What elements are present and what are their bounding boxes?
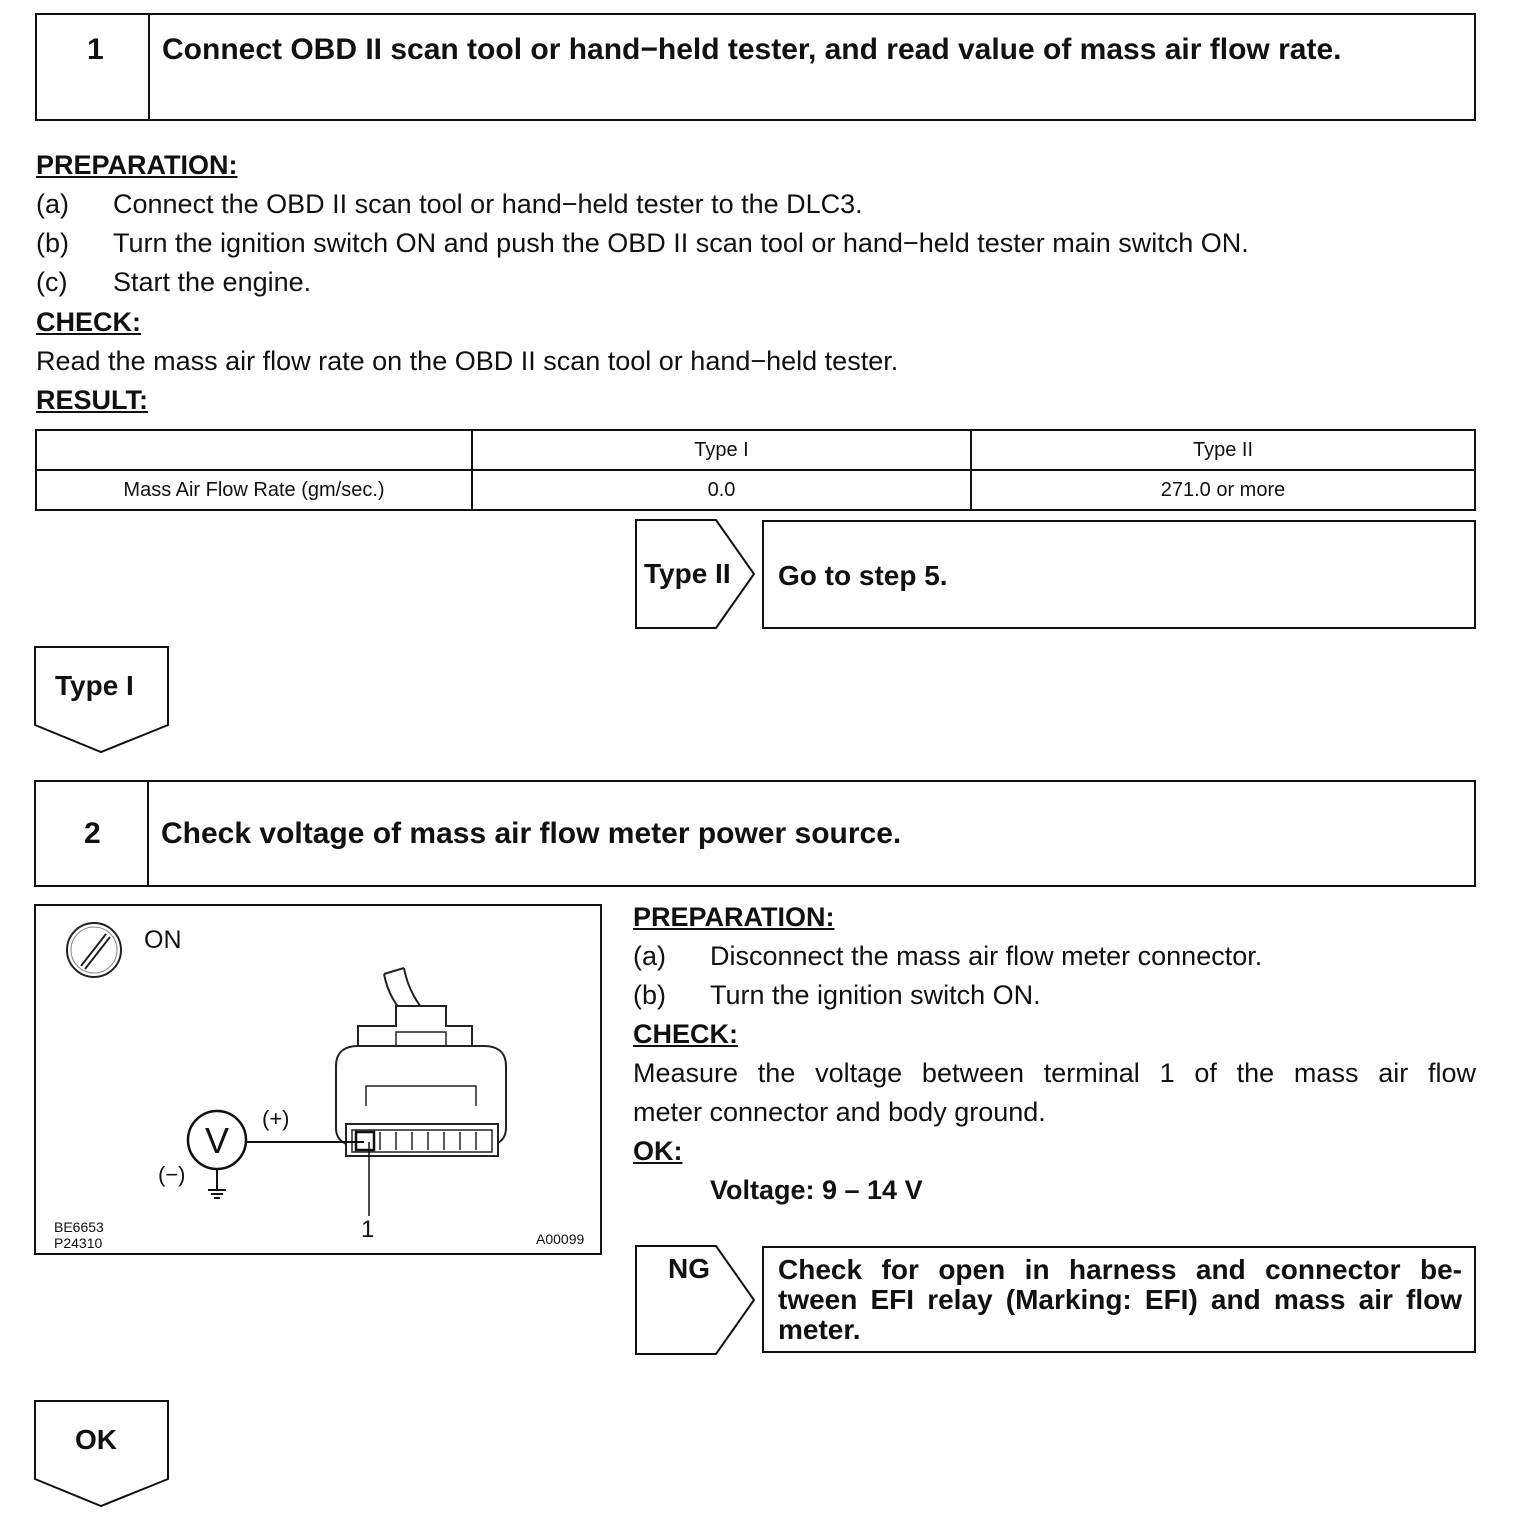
step1-divider [148,15,150,119]
step2-preparation-heading: PREPARATION: [633,902,835,932]
step2-header [34,780,1476,887]
step1-check-heading: CHECK: [36,307,141,337]
code-left-1: BE6653 [54,1219,104,1235]
type2-branch-label: Type II [644,558,731,589]
step2-check-text-2: meter connector and body ground. [633,1097,1046,1127]
plus-label: (+) [262,1106,290,1131]
ok-label: OK [75,1424,117,1455]
step2-title: Check voltage of mass air flow meter power source. [161,817,902,850]
type1-label: Type I [55,670,134,701]
item-text: Turn the ignition switch ON and push the OBD II scan tool or hand−held tester main switch ON. [113,228,1249,258]
connector-body [336,1006,506,1156]
step1-prep-item-c [36,267,311,298]
step1-check-text: Read the mass air flow rate on the OBD II scan tool or hand−held tester. [36,346,899,376]
step1-title: Connect OBD II scan tool or hand−held tester, and read value of mass air flow rate. [162,33,1342,66]
table-cell: Mass Air Flow Rate (gm/sec.) [36,470,472,510]
code-left-2: P24310 [54,1235,103,1251]
table-header-cell: Type I [472,430,971,470]
item-label: (b) [633,980,666,1010]
step2-number: 2 [84,817,101,850]
ignition-key-icon [67,923,121,977]
voltmeter-label: V [204,1120,230,1161]
connector-diagram [34,904,602,1255]
step1-number: 1 [87,33,104,66]
result-table [35,429,1476,511]
ng-branch-label: NG [668,1253,710,1284]
item-label: (c) [36,267,68,297]
code-right: A00099 [536,1231,585,1247]
switch-on-label: ON [144,926,182,954]
ng-branch-text-3: meter. [778,1314,861,1345]
step2-prep-item-a [633,941,1262,972]
step2-check-heading: CHECK: [633,1019,738,1049]
diagram-drawing [36,906,600,1253]
type2-branch-text: Go to step 5. [778,560,948,591]
terminal-label: 1 [361,1216,375,1243]
item-text: Turn the ignition switch ON. [710,980,1041,1010]
item-label: (a) [633,941,666,971]
minus-label: (−) [158,1162,186,1187]
step2-divider [147,782,149,885]
table-cell: 271.0 or more [971,470,1475,510]
ng-branch-text-1: Check for open in harness and connector be- [778,1254,1462,1285]
table-header-cell: Type II [971,430,1475,470]
step2-prep-item-b [633,980,1041,1011]
step2-check-text-1: Measure the voltage between terminal 1 of the mass air flow [633,1058,1476,1088]
step1-prep-item-b [36,228,1249,259]
item-label: (b) [36,228,69,258]
step1-preparation-heading: PREPARATION: [36,150,238,180]
item-text: Connect the OBD II scan tool or hand−held tester to the DLC3. [113,189,863,219]
table-header-cell [36,430,472,470]
voltmeter-icon [188,1111,246,1169]
table-header-row [36,430,1475,470]
step2-ok-spec: Voltage: 9 – 14 V [710,1175,923,1205]
table-cell: 0.0 [472,470,971,510]
step1-header [35,13,1476,121]
ng-branch-box [762,1246,1476,1353]
step1-result-heading: RESULT: [36,385,148,415]
item-label: (a) [36,189,69,219]
item-text: Start the engine. [113,267,312,297]
type2-branch-box [762,520,1476,629]
table-row [36,470,1475,510]
item-text: Disconnect the mass air flow meter connector. [710,941,1263,971]
step2-ok-heading: OK: [633,1136,683,1166]
step1-prep-item-a [36,189,863,220]
ng-branch-text-2: tween EFI relay (Marking: EFI) and mass air flow [778,1284,1462,1315]
ground-icon [208,1190,226,1198]
